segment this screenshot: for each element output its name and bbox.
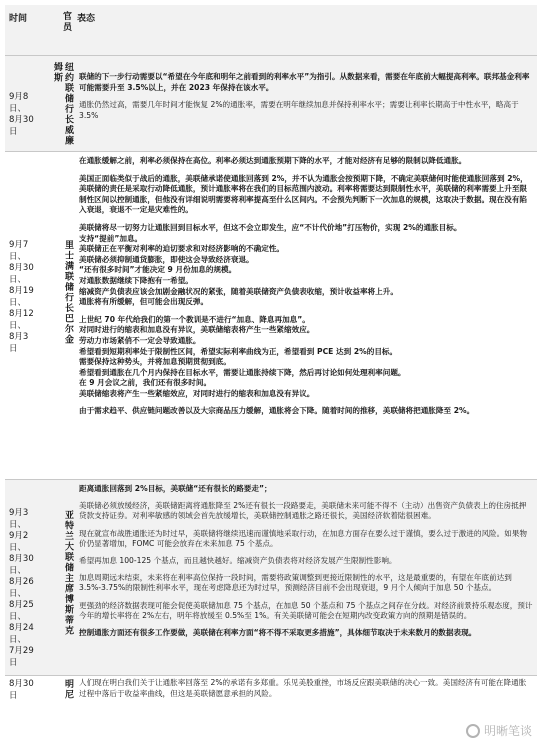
official-name: 里士满联储行长巴尔金 [63, 240, 73, 345]
date-line: 日、 [9, 103, 27, 114]
date-line: 日 [9, 126, 18, 137]
date-line: 日、 [9, 542, 27, 553]
date-line: 8月30 [9, 115, 34, 125]
watermark [466, 722, 532, 739]
date-line: 9月8 [9, 92, 29, 102]
table-row [5, 676, 537, 706]
date-line: 日、 [9, 274, 27, 285]
stance-cell [73, 676, 537, 706]
date-line: 日、 [9, 320, 27, 331]
date-line: 日、 [9, 634, 27, 645]
date-line: 日、 [9, 251, 27, 262]
stance-paragraph: 希望再加息 100-125 个基点，而且越快越好。缩减资产负债表将对经济发展产生限制性影响。 [79, 556, 397, 566]
official-name: 明尼 [63, 679, 73, 700]
date-line: 日、 [9, 588, 27, 599]
header-official: 官员 [61, 11, 71, 33]
date-line: 8月12 [9, 309, 34, 319]
table-header [5, 5, 537, 56]
stance-paragraph: 由于需求趋平、供应链问题改善以及大宗商品压力缓解，通胀将会下降。随着时间的推移，美联储将把通胀降至 2%。 [79, 406, 475, 416]
date-line: 9月7 [9, 240, 29, 250]
date-cell [5, 480, 39, 675]
date-line: 8月25 [9, 600, 34, 610]
official-name: 纽约联储行长威廉姆斯 [52, 62, 73, 146]
date-line: 日、 [9, 611, 27, 622]
table-row [5, 480, 537, 676]
date-line: 9月2 [9, 531, 29, 541]
date-cell [5, 56, 39, 151]
table-row [5, 56, 537, 152]
date-line: 8月26 [9, 577, 34, 587]
stance-paragraph: 加息周期远未结束，未来将在利率高位保持一段时间，需要将政策调整到更接近限制性的水平，这是最重要的，有望在年底前达到 3.5%-3.75%的限制性利率水平，现在考虑降息还为时过早，预测经济目前不会出现衰退，9 月个人倾向于加息 50 个基点。 [79, 573, 512, 593]
date-line: 日 [9, 343, 18, 354]
date-line: 8月30 [9, 679, 34, 689]
stance-paragraph: 通胀仍然过高，需要几年时间才能恢复 2%的通胀率，需要在明年继续加息并保持利率水平；需要让利率长期高于中性水平，略高于 3.5% [79, 100, 519, 120]
stance-paragraph: 联储的下一步行动需要以“希望在今年底和明年之前看到的利率水平”为指引。从数据来看，需要在年底前大幅提高利率。联邦基金利率可能需要升至 3.5%以上，并在 2023 年保持在该水平。 [79, 72, 530, 92]
stance-cell [73, 56, 537, 151]
official-name: 亚特兰大联储主席博斯蒂克 [63, 510, 73, 636]
date-cell [5, 152, 39, 479]
date-line: 日 [9, 690, 18, 701]
stance-paragraph: 人们现在明白我们关于让通胀率回落至 2%的承诺有多郑重。乐见美股重挫，市场反应跟美联储的决心一致。美国经济有可能在降通胀过程中落后于收益率曲线，但这是美联储愿意承担的风险。 [79, 678, 527, 698]
statement-table [5, 5, 537, 706]
stance-paragraph: 现在就宣布战胜通胀还为时过早，美联储将继续迅速而谨慎地采取行动，在加息方面存在要么过于谨慎，要么过于激进的风险。如果物价仍显著增加，FOMC 可能会放弃在未来加息 75 个基点。 [79, 528, 528, 548]
header-time: 时间 [9, 14, 28, 24]
stance-cell [73, 152, 537, 479]
stance-cell [73, 480, 537, 675]
stance-paragraph: 美国正面临类似于战后的通胀，美联储承诺使通胀回落到 2%，并不认为通胀会按预期下降，不确定美联储何时能使通胀回落到 2%，美联储的责任是采取行动降低通胀，预计通胀率将在我们的目标范围内波动。利率将需要达到限制性水平，美联储的利率需要上升至限制性区间以控制通胀，但他没有详细说明需要将利率提高至什么区间内。不会预先判断下一次加息的规模，这取决于数据。现在没有陷入衰退，衰退不一定是灾难性的。 [79, 173, 528, 215]
table-row [5, 152, 537, 480]
stance-paragraph: 美联储必须放缓经济，美联储距离将通胀降至 2%还有很长一段路要走，美联储未来可能不得不（主动）出售资产负债表上的住房抵押贷款支持证券。对利率敏感的领域会首先放缓增长，美联储控制通胀之路还很长，美国经济软着陆很困难。 [79, 501, 527, 521]
date-line: 日、 [9, 519, 27, 530]
stance-paragraph: 美联储将尽一切努力让通胀回到目标水平，但这不会立即发生，应“不计代价地”打压物价，实现 2%的通胀目标。 支持“提前”加息。 美联储正在平衡对利率的迫切要求和对经济影响的不确定性。 美联储必须抑制通货膨胀，即使这会导致经济衰退。 “还有很多时间”才能决定 9 月份加息的规模。 对通胀数据继续下降抱有一希望。 缩减资产负债表应该会加剧金融状况的紧张，随着美联储资产负债表收缩，预计收益率将上升。 通胀将有所缓解，但可能会出现反弹。 [79, 222, 462, 307]
header-stance: 表态 [77, 14, 96, 24]
watermark-text: 明晰笔谈 [483, 724, 532, 738]
stance-paragraph: 上世纪 70 年代给我们的第一个教训是不进行“加息、降息再加息”。 对同时进行的缩表和加息没有异议，美联储缩表将产生一些紧缩效应。 劳动力市场紧俏不一定会导致通胀。 希望看到短期利率处于限制性区间，希望实际利率曲线为正，希望看到 PCE 达到 2%的目标。 需要保持这种势头，并将加息预期贯彻到底。 希望看到通胀在几个月内保持在目标水平，需要让通胀持续下降，然后再讨论如何处理利率问题。 在 9 月会议之前，我们还有很多时间。 美联储缩表将产生一些紧缩效应，对同时进行的缩表和加息没有异议。 [79, 314, 406, 398]
date-line: 9月3 [9, 508, 29, 518]
date-line: 7月29 [9, 646, 34, 656]
date-line: 8月24 [9, 623, 34, 633]
stance-paragraph: 在通胀缓解之前，利率必须保持在高位。利率必须达到通胀预期下降的水平，才能对经济有足够的限制以降低通胀。 [79, 156, 467, 165]
date-line: 日、 [9, 565, 27, 576]
date-line: 日、 [9, 297, 27, 308]
stance-paragraph: 更强劲的经济数据表现可能会促使美联储加息 75 个基点，在加息 50 个基点和 75 个基点之间存在分歧。对经济前景持乐观态度，预计今年的增长率将在 2%左右，明年将放缓至 0.5%至 1%。有关美联储可能会在短期内改变政策方向的预期是错误的。 [79, 600, 533, 620]
date-line: 日 [9, 657, 18, 668]
date-line: 8月30 [9, 554, 34, 564]
date-line: 8月30 [9, 263, 34, 273]
date-line: 8月3 [9, 332, 29, 342]
date-cell [5, 676, 39, 706]
stance-paragraph: 控制通胀方面还有很多工作要做，美联储在利率方面“将不得不采取更多措施”，具体细节取决于未来数月的数据表现。 [79, 628, 477, 638]
wechat-logo-icon [466, 724, 480, 738]
stance-paragraph: 距离通胀回落到 2%目标，美联储“还有很长的路要走”； [79, 484, 272, 493]
date-line: 8月19 [9, 286, 34, 296]
